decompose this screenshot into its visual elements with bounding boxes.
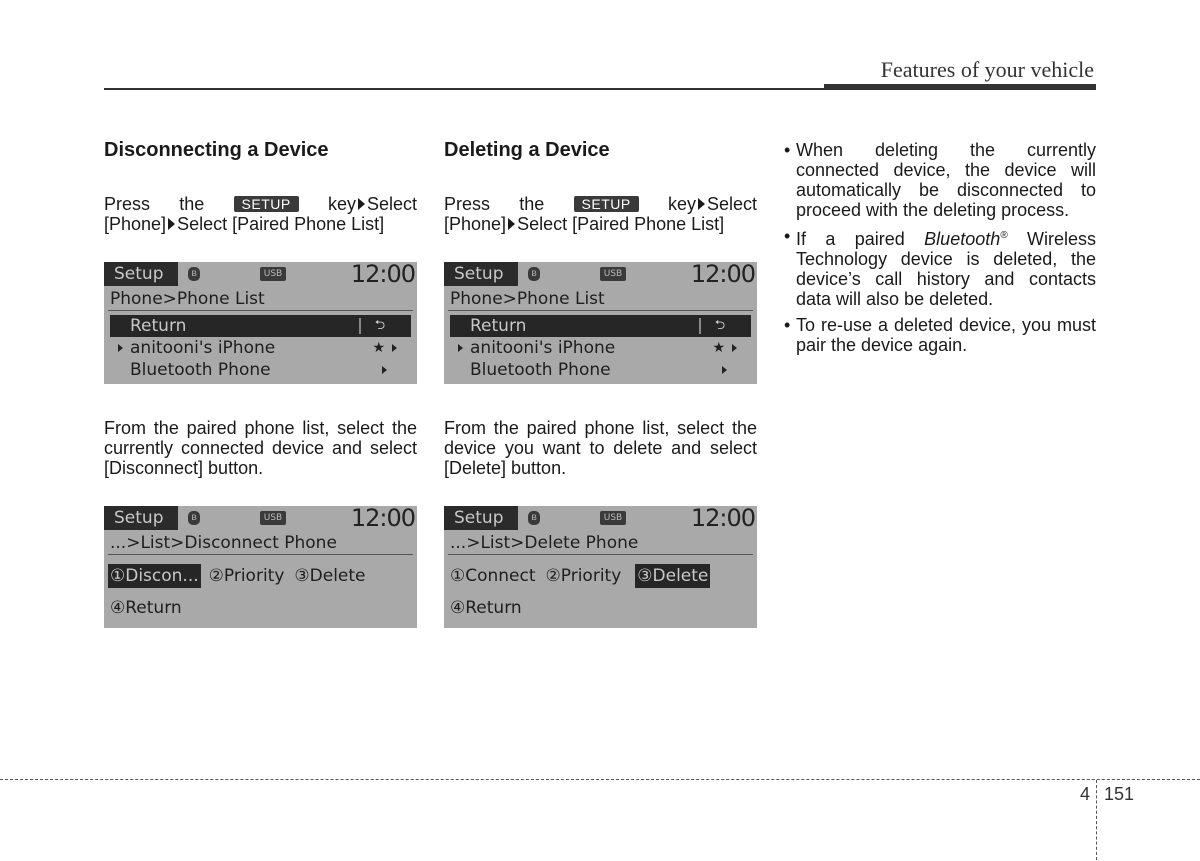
lcd-screen-disconnect-phone	[104, 506, 417, 628]
header-rule-thick	[824, 84, 1096, 90]
page-number: 151	[1104, 784, 1135, 804]
lcd-breadcrumb: Phone>Phone List	[110, 289, 265, 309]
lcd-row-device[interactable]: anitooni's iPhone ★	[110, 337, 411, 359]
note-bullet-1: • When deleting the currently connected device, the device will automatically be disconnected to proceed with the deleting process.	[784, 140, 1096, 220]
lcd-clock: 12:00	[350, 262, 415, 288]
heading-deleting-device: Deleting a Device	[444, 139, 610, 161]
option-return[interactable]: ④Return	[450, 598, 522, 618]
note-bullet-3: • To re-use a deleted device, you must pair the device again.	[784, 315, 1096, 355]
return-icon: ⮌	[699, 318, 739, 334]
column-notes	[784, 140, 1096, 361]
instruction-line-1: Press the SETUP key Select	[444, 194, 757, 214]
usb-icon: USB	[260, 267, 286, 281]
page-header-title: Features of your vehicle	[880, 57, 1094, 82]
arrow-right-icon	[732, 344, 737, 352]
option-delete[interactable]: ③Delete	[294, 566, 366, 586]
arrow-right-icon	[698, 198, 705, 210]
lcd-row-device[interactable]: anitooni's iPhone ★	[450, 337, 751, 359]
caret-right-icon	[118, 344, 123, 352]
lcd-row-device[interactable]: Bluetooth Phone	[450, 359, 751, 381]
option-priority[interactable]: ②Priority	[545, 566, 622, 586]
lcd-screen-phone-list	[444, 262, 757, 384]
star-icon: ★	[372, 340, 385, 356]
lcd-breadcrumb: ...>List>Disconnect Phone	[110, 533, 337, 553]
bluetooth-icon: ʙ	[188, 267, 200, 281]
lcd-option-row	[448, 596, 530, 620]
heading-disconnecting-device: Disconnecting a Device	[104, 139, 329, 161]
column-disconnect	[104, 138, 417, 628]
footer-dashed-divider	[1096, 780, 1097, 860]
option-delete[interactable]: ③Delete	[637, 566, 709, 586]
setup-key-label: SETUP	[574, 196, 639, 212]
usb-icon: USB	[600, 267, 626, 281]
lcd-option-row	[108, 596, 190, 620]
lcd-row-return[interactable]: Return ⮌	[110, 315, 411, 337]
instruction-line-1: Press the SETUP key Select	[104, 194, 417, 214]
description-disconnect: From the paired phone list, select the currently connected device and select [Disconnect] button.	[104, 418, 417, 478]
lcd-clock: 12:00	[690, 506, 755, 532]
usb-icon: USB	[260, 511, 286, 525]
footer-dashed-rule	[0, 779, 1200, 780]
arrow-right-icon	[168, 218, 175, 230]
chapter-number: 4	[1080, 784, 1091, 804]
lcd-breadcrumb: ...>List>Delete Phone	[450, 533, 639, 553]
lcd-row-device[interactable]: Bluetooth Phone	[110, 359, 411, 381]
usb-icon: USB	[600, 511, 626, 525]
setup-key-label: SETUP	[234, 196, 299, 212]
lcd-screen-delete-phone	[444, 506, 757, 628]
option-disconnect[interactable]: ①Discon...	[110, 566, 199, 586]
arrow-right-icon	[382, 366, 387, 374]
instruction-line-2: [Phone] Select [Paired Phone List]	[104, 214, 385, 234]
note-bullet-2: • If a paired Bluetooth® Wireless Technology device is deleted, the device’s call history and contacts data will also be deleted.	[784, 226, 1096, 309]
return-icon: ⮌	[359, 318, 399, 334]
lcd-clock: 12:00	[350, 506, 415, 532]
bluetooth-icon: ʙ	[528, 511, 540, 525]
instruction-line-2: [Phone] Select [Paired Phone List]	[444, 214, 725, 234]
lcd-breadcrumb: Phone>Phone List	[450, 289, 605, 309]
bluetooth-icon: ʙ	[188, 511, 200, 525]
header-rule-thin	[104, 88, 824, 90]
arrow-right-icon	[392, 344, 397, 352]
bluetooth-icon: ʙ	[528, 267, 540, 281]
lcd-option-row	[108, 564, 374, 588]
arrow-right-icon	[508, 218, 515, 230]
lcd-screen-phone-list	[104, 262, 417, 384]
option-priority[interactable]: ②Priority	[208, 566, 285, 586]
lcd-clock: 12:00	[690, 262, 755, 288]
lcd-setup-tab: Setup	[104, 262, 178, 286]
star-icon: ★	[712, 340, 725, 356]
lcd-row-return[interactable]: Return ⮌	[450, 315, 751, 337]
column-delete	[444, 138, 757, 628]
arrow-right-icon	[722, 366, 727, 374]
lcd-setup-tab: Setup	[444, 506, 518, 530]
lcd-setup-tab: Setup	[104, 506, 178, 530]
description-delete: From the paired phone list, select the device you want to delete and select [Delete] button.	[444, 418, 757, 478]
caret-right-icon	[458, 344, 463, 352]
arrow-right-icon	[358, 198, 365, 210]
option-connect[interactable]: ①Connect	[450, 566, 536, 586]
lcd-setup-tab: Setup	[444, 262, 518, 286]
lcd-option-row	[448, 564, 716, 588]
option-return[interactable]: ④Return	[110, 598, 182, 618]
